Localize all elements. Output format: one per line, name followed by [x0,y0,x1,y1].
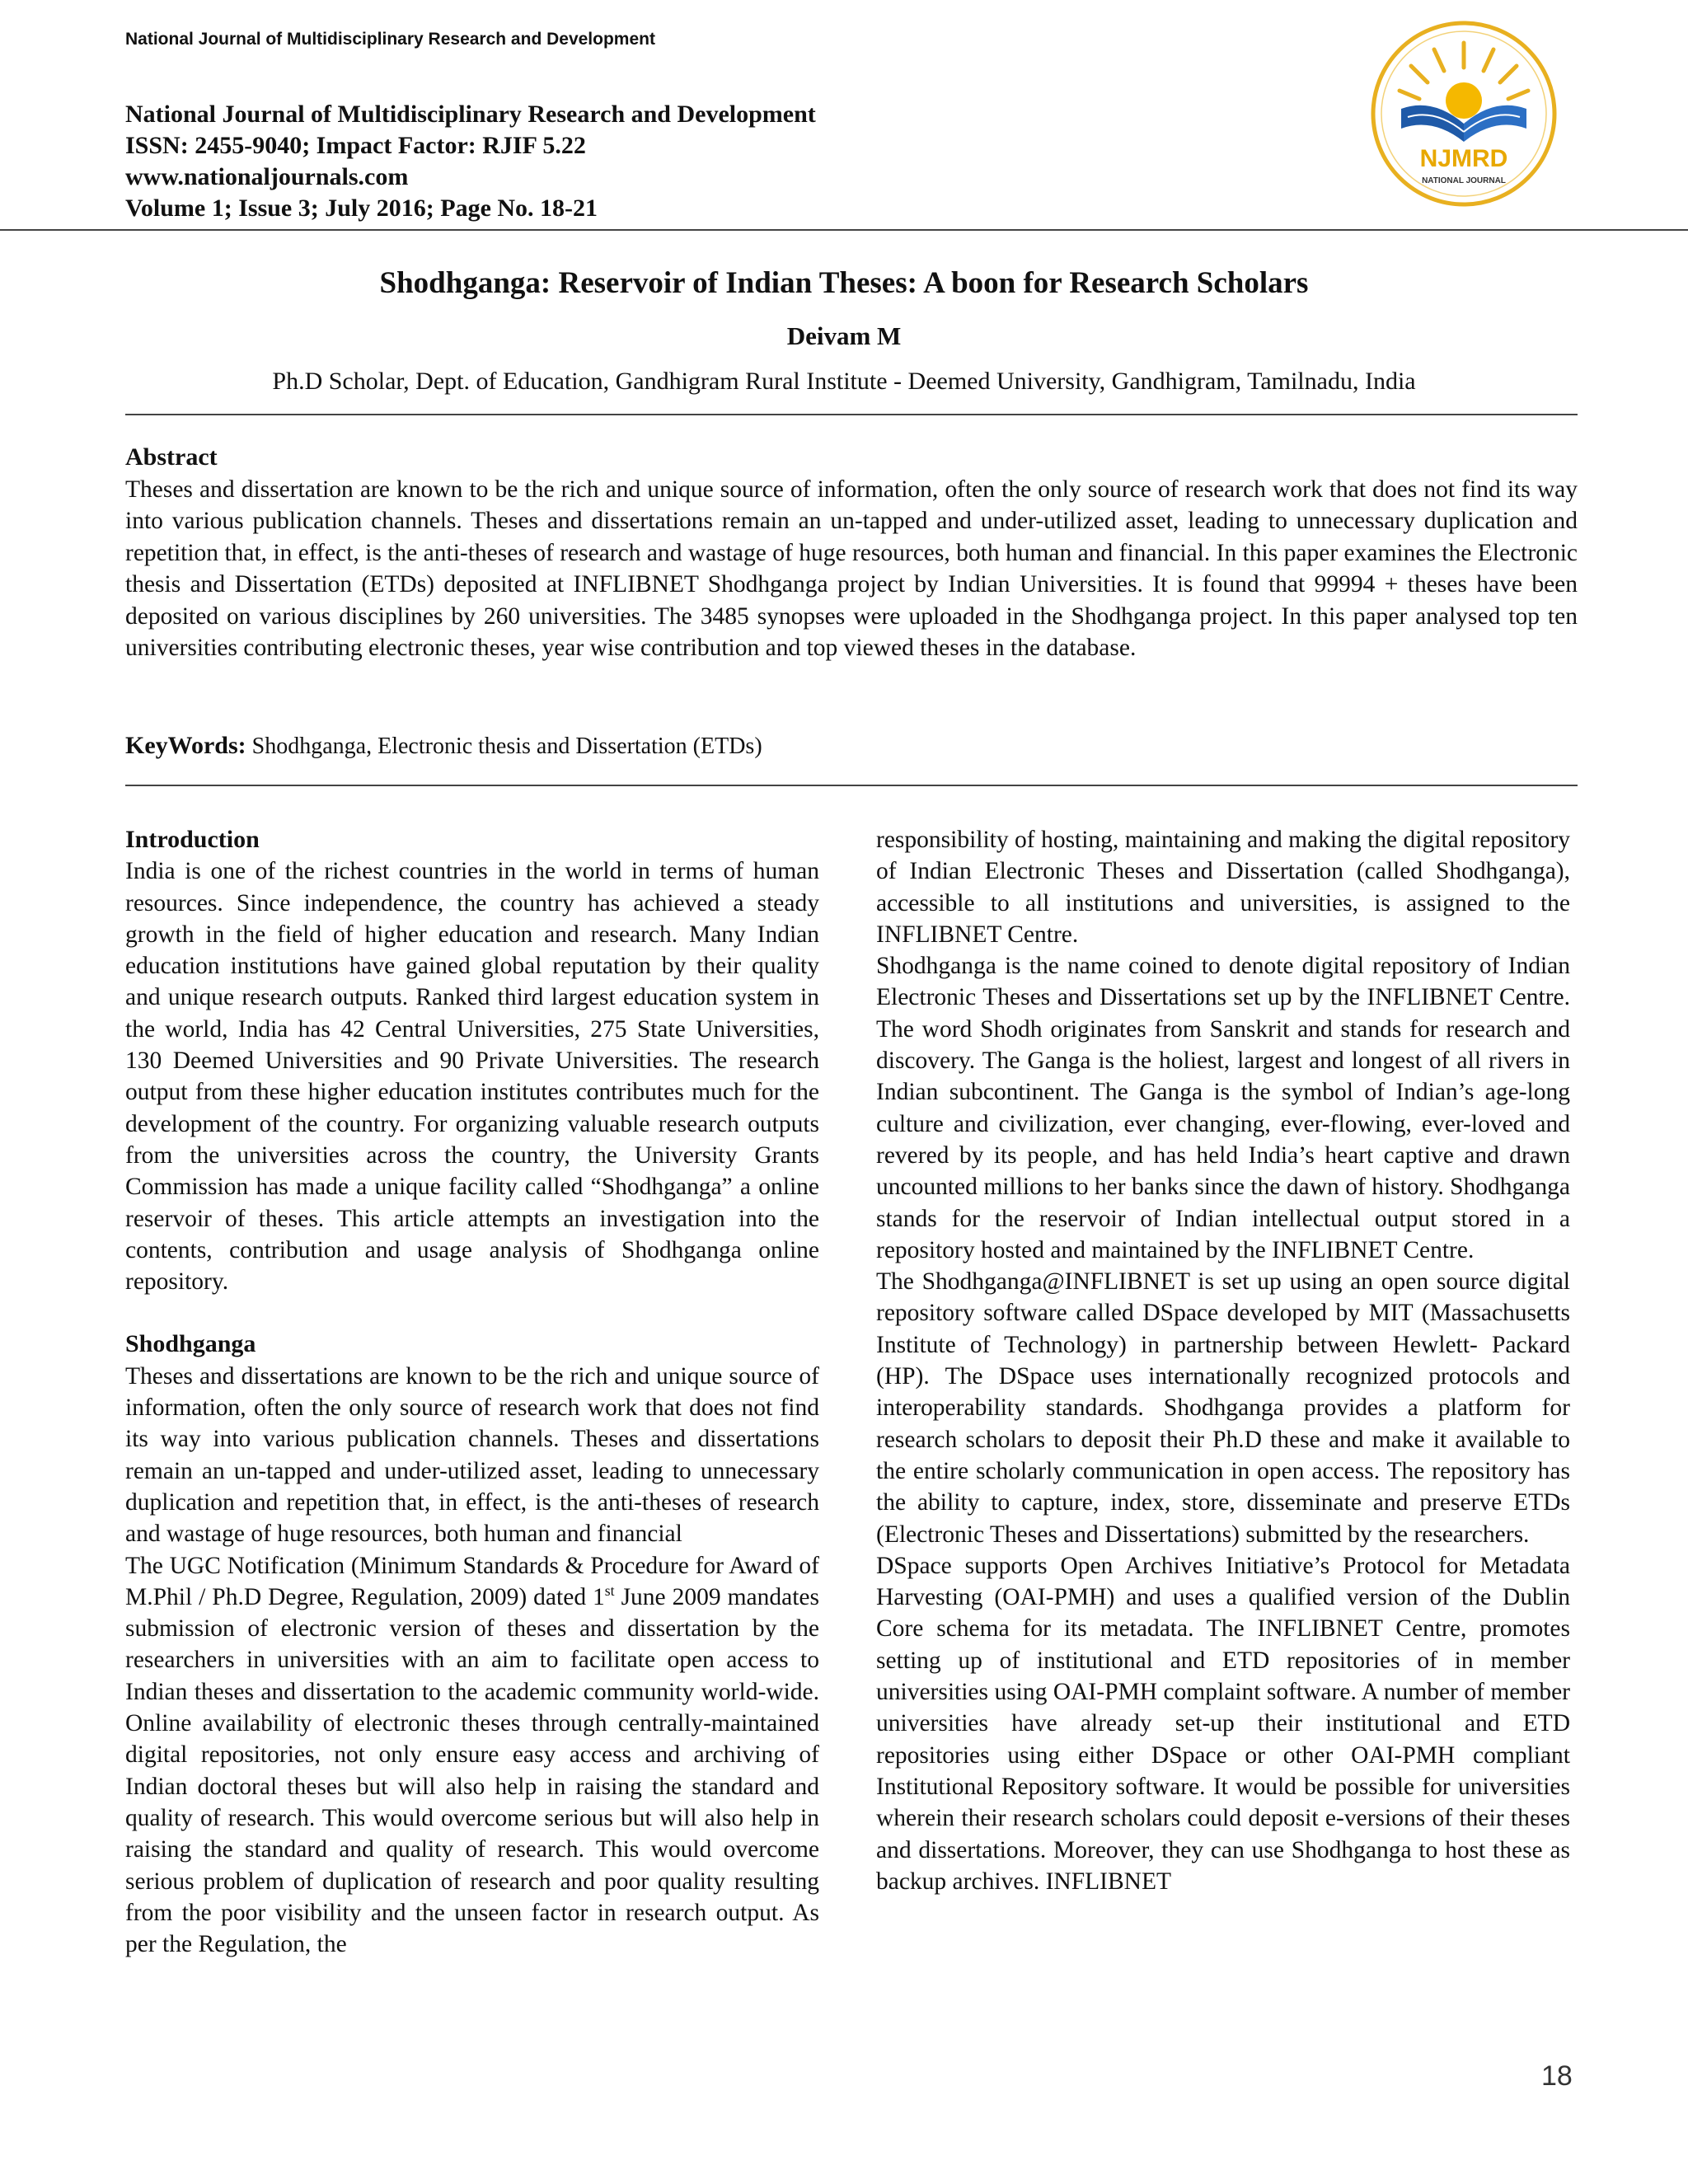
right-paragraph-1: responsibility of hosting, maintaining and making the digital repository of Indian Electronic Theses and Dissertation (called Shodhganga), accessible to all institutions and universities, is assigned to the INFLIBNET Centre. [876,827,1570,948]
right-paragraph-2: Shodhganga is the name coined to denote digital repository of Indian Electronic Theses and Dissertations set up by the INFLIBNET Centre. The word Shodh originates from Sanskrit and stands for research and discovery. The Ganga is the holiest, largest and longest of all rivers in Indian subcontinent. The Ganga is the symbol of Indian’s age-long culture and civilization, ever changing, ever-flowing, ever-loved and revered by its people, and has held India’s heart captive and drawn uncounted millions to her banks since the dawn of history. Shodhganga stands for the reservoir of Indian intellectual output stored in a repository hosted and maintained by the INFLIBNET Centre. [876,953,1570,1263]
right-paragraph-4: DSpace supports Open Archives Initiative’s Protocol for Metadata Harvesting (OAI-PMH) and uses a qualified version of the Dublin Core schema for its metadata. The INFLIBNET Centre, promotes setting up of institutional and ETD repositories of in member universities using OAI-PMH complaint software. A number of member universities have already set-up their institutional and ETD repositories using either DSpace or other OAI-PMH compliant Institutional Repository software. It would be possible for universities wherein their research scholars could deposit e-versions of their theses and dissertations. Moreover, they can use Shodhganga to host these as backup archives. INFLIBNET [876,1552,1570,1895]
right-column [876,824,1570,1897]
keywords-line [125,732,1578,760]
intro-paragraph: India is one of the richest countries in the world in terms of human resources. Since independence, the country has achieved a steady growth in the field of higher education and research. Many Indian education institutions have gained global reputation by their quality and unique research outputs. Ranked third largest education system in the world, India has 42 Central Universities, 275 State Universities, 130 Deemed Universities and 90 Private Universities. The research output from these higher education institutes contributes much for the development of the country. For organizing valuable research outputs from the universities across the country, the University Grants Commission has made a unique facility called “Shodhganga” a online reservoir of theses. This article attempts an investigation into the contents, contribution and usage analysis of Shodhganga online repository. [125,858,819,1296]
journal-volume: Volume 1; Issue 3; July 2016; Page No. 18-21 [125,194,598,222]
ugc-sup: st [604,1582,615,1599]
left-column [125,824,819,1960]
divider-bottom [125,785,1578,786]
abstract-section [125,442,1578,664]
keywords-label: KeyWords: [125,732,246,759]
logo-subtext: NATIONAL JOURNAL [1422,176,1506,185]
divider-top [125,414,1578,415]
journal-issn: ISSN: 2455-9040; Impact Factor: RJIF 5.22 [125,132,586,159]
article-author: Deivam M [786,321,902,350]
header-divider [0,229,1688,231]
ugc-text-b: June 2009 mandates submission of electronic version of theses and dissertation by the researchers in universities with an aim to facilitate open access to Indian theses and dissertation to the academic community world-wide. Online availability of electronic theses through centrally-maintained digital repositories, not only ensure easy access and archiving of Indian doctoral theses but will also help in raising the standard and quality of research. This would overcome serious but will also help in raising the standard and quality of research. This would overcome serious problem of duplication of research and poor quality resulting from the poor visibility and the unseen factor in research output. As per the Regulation, the [125,1583,819,1958]
article-affiliation: Ph.D Scholar, Dept. of Education, Gandhigram Rural Institute - Deemed University, Gandhigram, Tamilnadu, India [272,368,1416,395]
abstract-text: Theses and dissertation are known to be the rich and unique source of information, often the only source of research work that does not find its way into various publication channels. Theses and dissertations remain an un-tapped and under-utilized asset, leading to unnecessary duplication and repetition that, in effect, is the anti-theses of research and wastage of huge resources, both human and financial. In this paper examines the Electronic thesis and Dissertation (ETDs) deposited at INFLIBNET Shodhganga project by Indian Universities. It is found that 99994 + theses have been deposited on various disciplines by 260 universities. The 3485 synopses were uploaded in the Shodhganga project. In this paper analysed top ten universities contributing electronic theses, year wise contribution and top viewed theses in the database. [125,476,1578,661]
keywords-text: Shodhganga, Electronic thesis and Dissertation (ETDs) [246,733,762,759]
logo-text: NJMRD [1419,145,1508,172]
article-title: Shodhganga: Reservoir of Indian Theses: A boon for Research Scholars [379,266,1309,300]
journal-info [125,99,816,224]
running-head: National Journal of Multidisciplinary Research and Development [125,30,655,49]
njmrd-logo [1368,18,1559,209]
abstract-heading: Abstract [125,443,218,471]
page-number: 18 [1541,2060,1573,2092]
ugc-paragraph [125,1550,819,1961]
intro-heading: Introduction [125,826,260,853]
journal-website: www.nationaljournals.com [125,163,409,190]
sun-icon [1446,82,1482,119]
right-paragraph-3: The Shodhganga@INFLIBNET is set up using an open source digital repository software called DSpace developed by MIT (Massachusetts Institute of Technology) in partnership between Hewlett- Packard (HP). The DSpace uses internationally recognized protocols and interoperability standards. Shodhganga provides a platform for research scholars to deposit their Ph.D these and make it available to the entire scholarly communication in open access. The repository has the ability to capture, index, store, disseminate and preserve ETDs (Electronic Theses and Dissertations) submitted by the researchers. [876,1268,1570,1548]
journal-name: National Journal of Multidisciplinary Research and Development [125,101,816,128]
shodhganga-paragraph: Theses and dissertations are known to be the rich and unique source of information, often the only source of research work that does not find its way into various publication channels. Theses and dissertations remain an un-tapped and under-utilized asset, leading to unnecessary duplication and repetition that, in effect, is the anti-theses of research and wastage of huge resources, both human and financial [125,1362,819,1548]
shodhganga-heading: Shodhganga [125,1330,256,1358]
ugc-text-a: The UGC Notification (Minimum Standards & Procedure for Award of M.Phil / Ph.D Degree, Regulation, 2009) dated 1 [125,1552,819,1610]
